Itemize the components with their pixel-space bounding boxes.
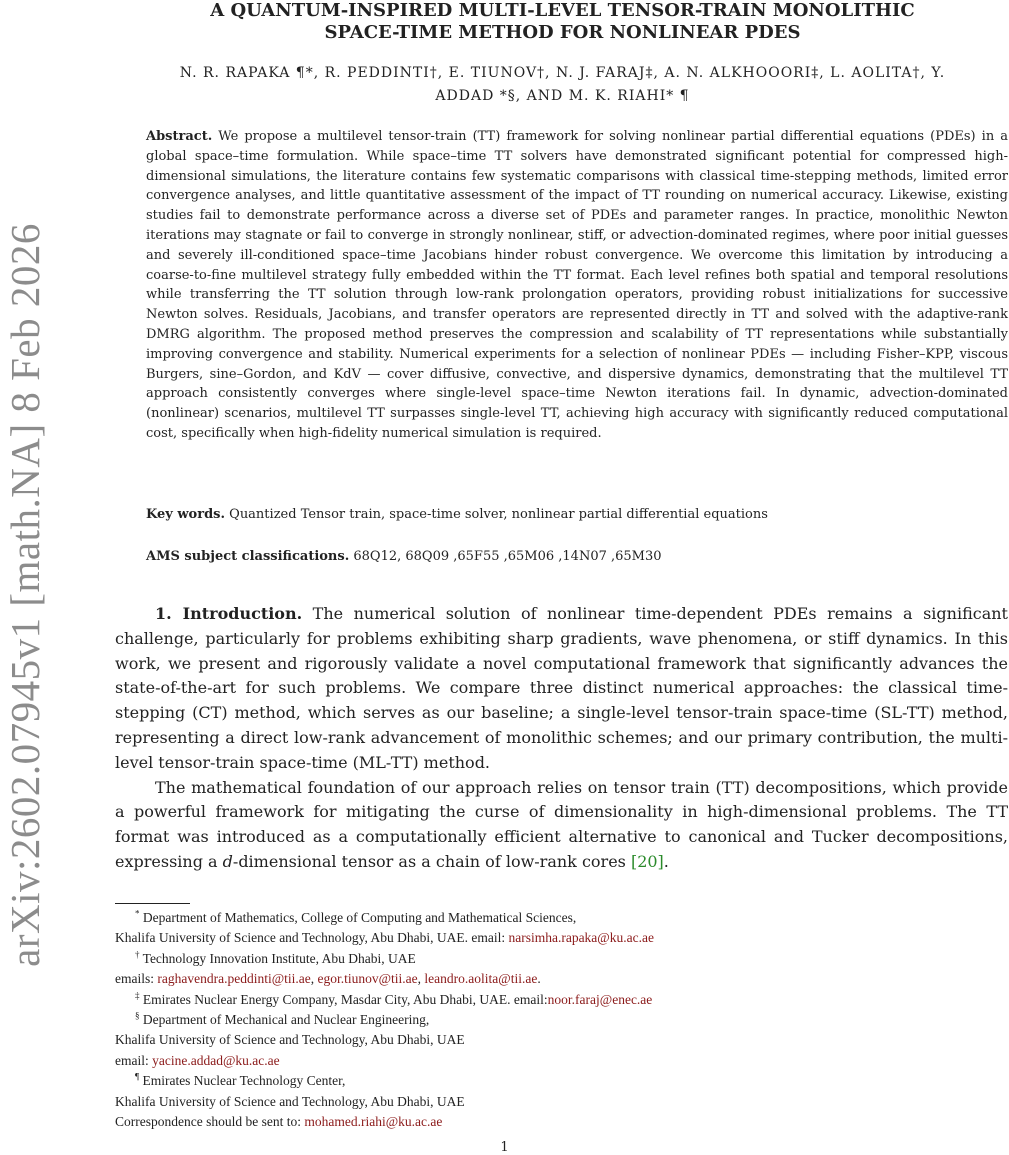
email-link[interactable]: leandro.aolita@tii.ae [424,971,538,987]
introduction-section [115,602,1008,875]
footnote-text: Emirates Nuclear Technology Center, [142,1073,346,1089]
abstract-label: Abstract. [146,129,213,144]
intro-p2-text-a: The mathematical foundation of our approach relies on tensor train (TT) decompositions, which provide a powerful framework for mitigating the curse of dimensionality in high-dimensional problems. The TT format was introduced as a computationally efficient alternative to canonical and Tucker decompositions, expressing a [115,777,1008,871]
email-link[interactable]: noor.faraj@enec.ae [547,991,653,1007]
authors-line-2: ADDAD *§, AND M. K. RIAHI* ¶ [435,88,690,104]
footnote-2 [115,949,1008,969]
footnote-text: Department of Mathematics, College of Computing and Mathematical Sciences, [142,910,577,925]
abstract [146,127,1008,444]
intro-p1-text: The numerical solution of nonlinear time-dependent PDEs remains a significant challenge, particularly for problems exhibiting sharp gradients, wave phenomena, or stiff dynamics. In this work, we present and rigorously validate a novel computational framework that significantly advances the state-of-the-art for such problems. We compare three distinct numerical approaches: the classical time-stepping (CT) method, which serves as our baseline; a single-level tensor-train space-time (SL-TT) method, representing a direct low-rank advancement of monolithic schemes; and our primary contribution, the multi-level tensor-train space-time (ML-TT) method. [115,604,1008,772]
email-link[interactable]: mohamed.riahi@ku.ac.ae [304,1114,443,1130]
paper-title [90,0,1009,44]
footnote-4 [115,1010,1008,1030]
footnote-5 [115,1071,1008,1091]
keywords-text: Quantized Tensor train, space-time solver, nonlinear partial differential equations [229,507,768,522]
arxiv-identifier: arXiv:2602.07945v1 [math.NA] 8 Feb 2026 [2,223,48,967]
footnote-1-line-2 [115,928,1008,948]
abstract-text: We propose a multilevel tensor-train (TT) framework for solving nonlinear partial differential equations (PDEs) in a global space–time formulation. While space–time TT solvers have demonstrated significant potential for compressed high-dimensional simulations, the literature contains few systematic comparisons with classical time-stepping methods, limited error convergence analyses, and little quantitative assessment of the impact of TT rounding on numerical accuracy. Likewise, existing studies fail to demonstrate performance across a diverse set of PDEs and parameter ranges. In practice, monolithic Newton iterations may stagnate or fail to converge in strongly nonlinear, stiff, or advection-dominated regimes, where poor initial guesses and severely ill-conditioned space–time Jacobians hinder robust convergence. We overcome this limitation by introducing a coarse-to-fine multilevel strategy fully embedded within the TT format. Each level refines both spatial and temporal resolutions while transferring the TT solution through low-rank prolongation operators, providing robust initializations for successive Newton solves. Residuals, Jacobians, and transfer operators are represented directly in TT and solved with the adaptive-rank DMRG algorithm. The proposed method preserves the compression and scalability of TT representations while substantially improving convergence and stability. Numerical experiments for a selection of nonlinear PDEs — including Fisher–KPP, viscous Burgers, sine–Gordon, and KdV — cover diffusive, convective, and dispersive dynamics, demonstrating that the multilevel TT approach consistently converges where single-level space–time Newton iterations fail. In dynamic, advection-dominated (nonlinear) scenarios, multilevel TT surpasses single-level TT, achieving high accuracy with significantly reduced computational cost, specifically when high-fidelity numerical simulation is required. [146,129,1008,441]
footnote-1 [115,908,1008,928]
footnote-mark: ‡ [135,990,140,1001]
footnote-5-line-3 [115,1112,1008,1132]
footnote-3 [115,990,1008,1010]
footnote-mark: § [135,1010,140,1021]
authors-line-1: N. R. RAPAKA ¶*, R. PEDDINTI†, E. TIUNOV†, N. J. FARAJ‡, A. N. ALKHOOORI‡, L. AOLITA†, Y. [179,65,946,81]
keywords-label: Key words. [146,507,226,522]
intro-p2-text-b: -dimensional tensor as a chain of low-rank cores [232,851,631,871]
footnote-mark: * [135,908,140,919]
footnote-text: Khalifa University of Science and Technology, Abu Dhabi, UAE. email: [115,930,506,946]
footnote-2-line-2: emails: raghavendra.peddinti@tii.ae, egor.tiunov@tii.ae, leandro.aolita@tii.ae. [115,971,541,987]
intro-p2-italic-d: d [222,851,233,871]
footnote-text: Correspondence should be sent to: [115,1114,301,1130]
email-link[interactable]: egor.tiunov@tii.ae [317,971,418,987]
footnote-text: Technology Innovation Institute, Abu Dhabi, UAE [142,950,416,966]
author-list [90,62,1009,108]
footnote-4-line-2: Khalifa University of Science and Technology, Abu Dhabi, UAE [115,1032,465,1048]
email-link[interactable]: yacine.addad@ku.ac.ae [152,1052,280,1068]
section-heading: 1. Introduction. [155,604,303,623]
email-link[interactable]: narsimha.rapaka@ku.ac.ae [508,930,654,946]
footnote-text: Emirates Nuclear Energy Company, Masdar City, Abu Dhabi, UAE. email: [142,991,548,1007]
footnote-4-line-3 [115,1051,1008,1071]
ams-label: AMS subject classifications. [146,549,350,564]
footnote-5-line-2: Khalifa University of Science and Technology, Abu Dhabi, UAE [115,1093,465,1109]
footnote-text: emails: [115,971,154,987]
footnotes [115,908,1008,1132]
ams-classifications [146,549,1008,564]
ams-text: 68Q12, 68Q09 ,65F55 ,65M06 ,14N07 ,65M30 [353,549,662,564]
page-number: 1 [500,1140,509,1155]
email-link[interactable]: raghavendra.peddinti@tii.ae [157,971,311,987]
footnote-text: email: [115,1052,149,1068]
footnote-mark: † [135,949,140,960]
citation-link[interactable]: [20] [630,851,664,871]
footnote-mark: ¶ [135,1071,140,1082]
intro-p2-text-c: . [663,851,669,871]
footnote-text: Department of Mechanical and Nuclear Engineering, [142,1012,430,1028]
footnote-divider [115,903,190,904]
intro-paragraph-1 [115,602,1008,776]
arxiv-sidebar-stamp [0,215,50,975]
intro-paragraph-2 [115,776,1008,875]
title-line-1: A QUANTUM-INSPIRED MULTI-LEVEL TENSOR-TRAIN MONOLITHIC [210,0,915,21]
title-line-2: SPACE-TIME METHOD FOR NONLINEAR PDES [324,22,801,43]
keywords [146,507,1008,522]
